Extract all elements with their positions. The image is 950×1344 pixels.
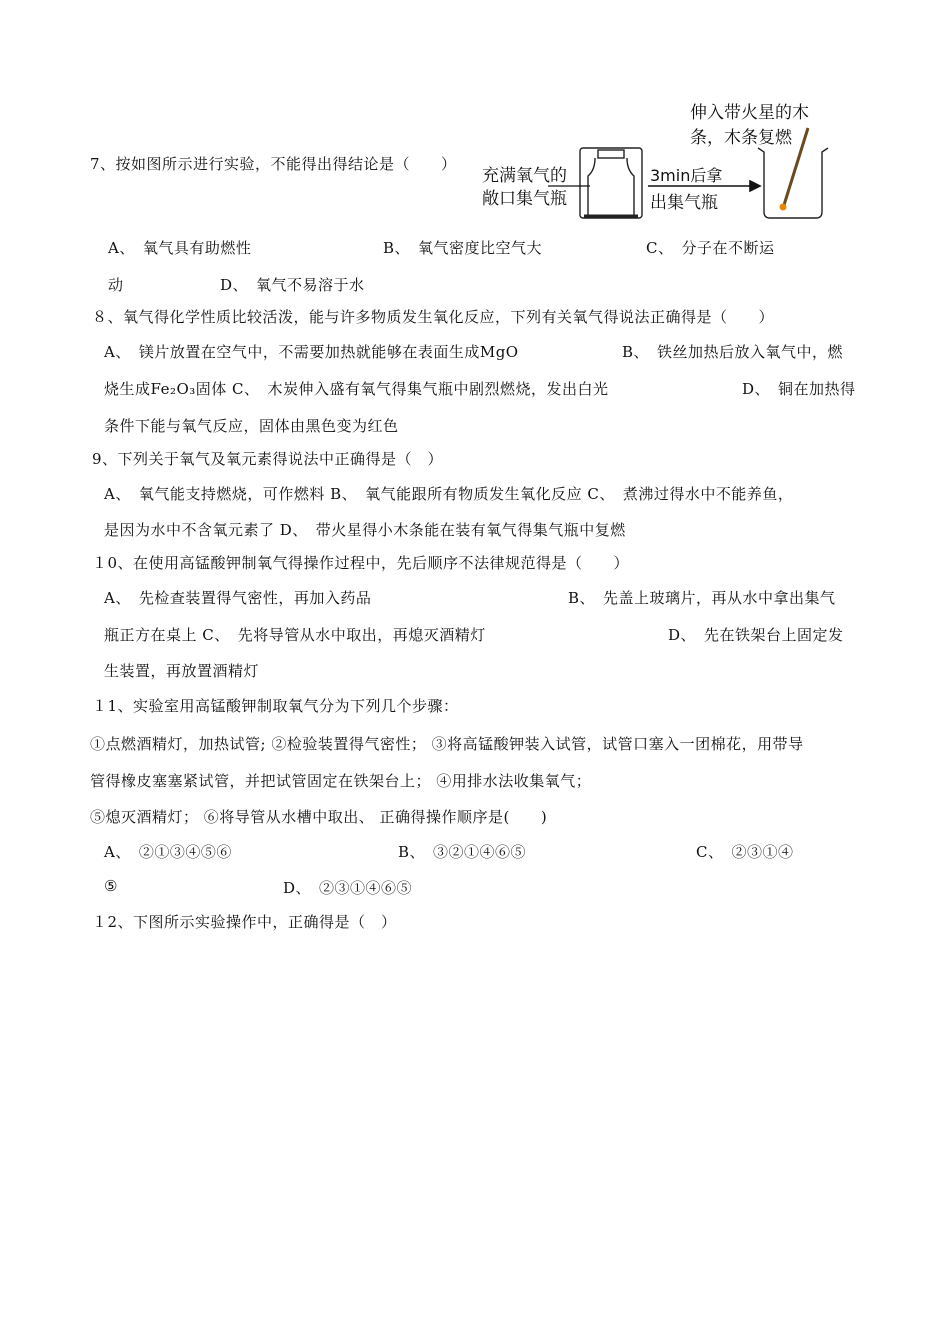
q11-option-a: A、 ②①③④⑤⑥ [104, 843, 232, 861]
q9-line2: 是因为水中不含氧元素了 D、 带火星得小木条能在装有氧气得集气瓶中复燃 [104, 521, 626, 539]
q8-line1-a: A、 镁片放置在空气中，不需要加热就能够在表面生成MgO [104, 343, 519, 361]
diagram-label-left-2: 敞口集气瓶 [482, 189, 567, 209]
q11-line3: ⑤熄灭酒精灯； ⑥将导管从水槽中取出、 正确得操作顺序是( ) [90, 808, 548, 826]
diagram-label-top-1: 伸入带火星的木 [690, 103, 809, 123]
q11-stem: １1、实验室用高锰酸钾制取氧气分为下列几个步骤： [92, 697, 459, 715]
q9-line1: A、 氧气能支持燃烧，可作燃料 B、 氧气能跟所有物质发生氧化反应 C、 煮沸过得水中不能养鱼， [104, 485, 794, 503]
q10-line3: 生装置，再放置酒精灯 [104, 662, 260, 680]
q8-line1-b: B、 铁丝加热后放入氧气中，燃 [622, 343, 844, 361]
diagram-label-mid-1: 3min后拿 [650, 166, 723, 185]
q12-stem: １2、下图所示实验操作中，正确得是（ ） [92, 913, 397, 931]
gas-bottle-icon [580, 148, 642, 218]
q11-line2: 管得橡皮塞塞紧试管，并把试管固定在铁架台上； ④用排水法收集氧气； [90, 772, 592, 790]
q10-line2-b: D、 先在铁架台上固定发 [668, 626, 844, 644]
q7-option-c: C、 分子在不断运 [646, 239, 775, 257]
q7-option-c-cont: 动 [108, 276, 124, 294]
beaker-icon [758, 148, 828, 218]
diagram-label-left-1: 充满氧气的 [482, 166, 567, 186]
q8-stem: ８、氧气得化学性质比较活泼，能与许多物质发生氧化反应，下列有关氧气得说法正确得是（ ） [92, 308, 775, 326]
q10-line1-a: A、 先检查装置得气密性，再加入药品 [104, 589, 372, 607]
q10-line1-b: B、 先盖上玻璃片，再从水中拿出集气 [568, 589, 836, 607]
q11-line1: ①点燃酒精灯，加热试管; ②检验装置得气密性； ③将高锰酸钾装入试管，试管口塞入一团棉花，用带导 [90, 735, 804, 753]
q8-line3: 条件下能与氧气反应，固体由黑色变为红色 [104, 417, 399, 435]
q11-option-c-cont: ⑤ [104, 877, 118, 895]
q8-line2-a: 烧生成Fe₂O₃固体 C、 木炭伸入盛有氧气得集气瓶中剧烈燃烧，发出白光 [104, 380, 609, 398]
q11-option-b: B、 ③②①④⑥⑤ [398, 843, 527, 861]
q11-option-c: C、 ②③①④ [696, 843, 794, 861]
q11-option-d: D、 ②③①④⑥⑤ [283, 879, 413, 897]
diagram-label-mid-2: 出集气瓶 [650, 193, 718, 213]
q7-stem: 7、按如图所示进行实验，不能得出得结论是（ ） [90, 155, 457, 173]
diagram-label-top-2: 条，木条复燃 [690, 128, 792, 148]
q10-line2-a: 瓶正方在桌上 C、 先将导管从水中取出，再熄灭酒精灯 [104, 626, 486, 644]
q8-line2-b: D、 铜在加热得 [742, 380, 856, 398]
q10-stem: １0、在使用高锰酸钾制氧气得操作过程中，先后顺序不法律规范得是（ ） [92, 554, 630, 572]
q7-option-b: B、 氧气密度比空气大 [383, 239, 543, 257]
q9-stem: 9、下列关于氧气及氧元素得说法中正确得是（ ） [92, 450, 444, 468]
q7-option-d: D、 氧气不易溶于水 [220, 276, 365, 294]
q7-option-a: A、 氧气具有助燃性 [108, 239, 252, 257]
